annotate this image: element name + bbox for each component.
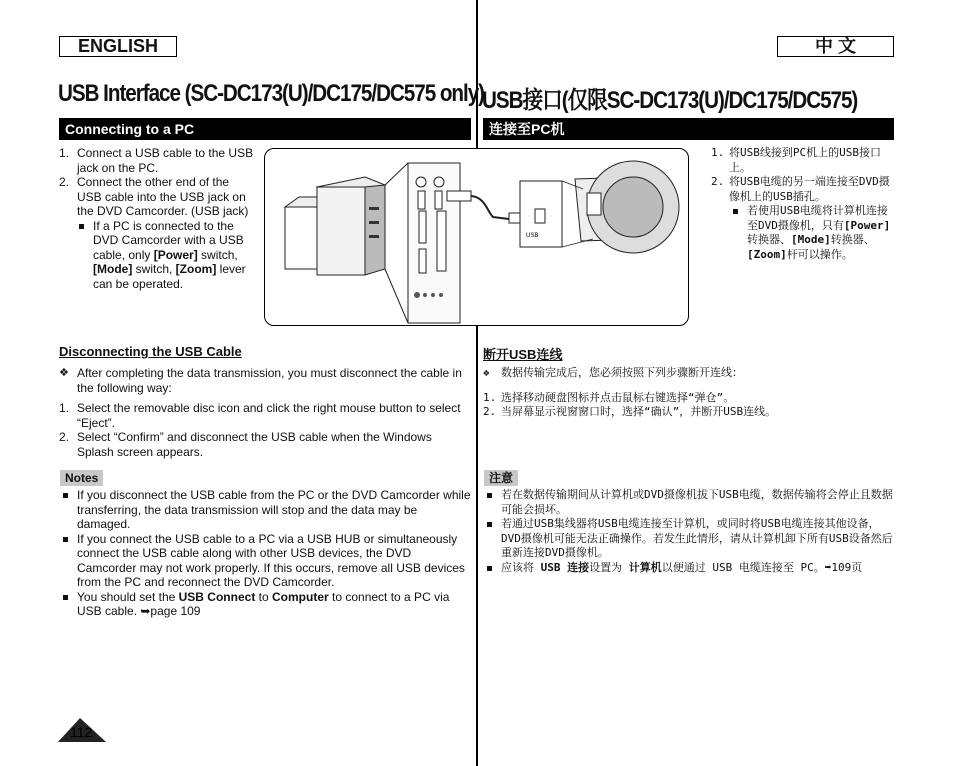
- step-text: 当屏幕显示视窗窗口时，选择“确认”，并断开USB连线。: [501, 405, 777, 418]
- center-divider: [476, 0, 478, 766]
- step-item: [711, 175, 895, 204]
- note-item: 若通过USB集线器将USB电缆连接至计算机，或同时将USB电缆连接其他设备，DVD摄像机可能无法正确操作。若发生此情形，请从计算机卸下所有USB设备然后重新连接DVD摄像机。: [483, 517, 895, 561]
- connect-steps-zh: [711, 146, 895, 262]
- connect-steps-en: [59, 146, 255, 291]
- diamond-icon: ❖: [483, 366, 490, 379]
- disconnect-intro: ❖ After completing the data transmission, you must disconnect the cable in the following way:: [59, 366, 462, 395]
- disconnect-heading-en: Disconnecting the USB Cable: [59, 344, 242, 359]
- step-item: [59, 401, 471, 430]
- step-text: 选择移动硬盘图标并点击鼠标右键选择“弹仓”。: [501, 390, 735, 404]
- disconnect-content-en: [59, 366, 471, 459]
- page-number-tab: [58, 716, 108, 747]
- step-text: 将USB线接到PC机上的USB接口上。: [729, 146, 881, 174]
- usb-connection-illustration: [264, 148, 689, 326]
- step-number: 1.: [483, 390, 497, 404]
- step-text: Select “Confirm” and disconnect the USB cable when the Windows Splash screen appears.: [77, 430, 432, 459]
- step-number: 2.: [711, 175, 725, 188]
- step-number: 2.: [483, 405, 497, 418]
- step-item: [59, 430, 471, 459]
- step-number: 2.: [59, 430, 70, 444]
- step-item: [711, 146, 895, 175]
- note-item: You should set the USB Connect to Computer to connect to a PC via USB cable. ➥page 109: [59, 590, 471, 619]
- notes-label-zh: 注意: [484, 470, 518, 486]
- step-item: [483, 405, 895, 420]
- step-number: 1.: [711, 146, 725, 159]
- note-item: 应该将 USB 连接设置为 计算机以便通过 USB 电缆连接至 PC。➥109页: [483, 561, 895, 576]
- notes-list-en: [59, 488, 471, 619]
- step-item: [59, 146, 255, 175]
- section-bar-zh: 连接至PC机: [483, 118, 894, 140]
- page-title-en: USB Interface (SC-DC173(U)/DC175/DC575 only): [58, 80, 485, 107]
- note-item: 若在数据传输期间从计算机或DVD摄像机拔下USB电缆，数据传输将会停止且数据可能会损坏。: [483, 488, 895, 517]
- section-bar-en: Connecting to a PC: [59, 118, 471, 140]
- bullet-item: 若使用USB电缆将计算机连接至DVD摄像机，只有[Power]转换器、[Mode]转换器、[Zoom]杆可以操作。: [729, 204, 895, 262]
- step-text: Connect a USB cable to the USB jack on the PC.: [77, 146, 254, 175]
- step-number: 1.: [59, 401, 70, 415]
- step-number: 1.: [59, 146, 70, 160]
- notes-list-zh: [483, 488, 895, 575]
- disconnect-content-zh: [483, 366, 895, 420]
- page-title-zh: USB接口(仅限SC-DC173(U)/DC175/DC575): [482, 87, 858, 114]
- step-text: Select the removable disc icon and click the right mouse button to select “Eject”.: [77, 401, 461, 430]
- notes-label-en: Notes: [60, 470, 103, 486]
- diamond-icon: ❖: [59, 367, 69, 379]
- chinese-label: 中 文: [777, 36, 894, 57]
- usb-label: USB: [526, 233, 539, 239]
- note-item: If you disconnect the USB cable from the PC or the DVD Camcorder while transferring, the data transmission will stop and the data may be damaged.: [59, 488, 471, 532]
- step-item: [483, 391, 895, 406]
- disconnect-heading-zh: 断开USB连线: [483, 347, 563, 362]
- step-item: [59, 175, 255, 219]
- bullet-item: If a PC is connected to the DVD Camcorder with a USB cable, only [Power] switch, [Mode] switch, [Zoom] lever can be operated.: [75, 219, 255, 292]
- page-number: 112: [70, 724, 93, 740]
- step-text: 将USB电缆的另一端连接至DVD摄像机上的USB插孔。: [729, 175, 890, 203]
- note-item: If you connect the USB cable to a PC via a USB HUB or simultaneously connect the USB cable along with other USB devices, the DVD Camcorder may not work properly. If this occurs, remove all USB devices from the PC and reconnect the DVD Camcorder.: [59, 532, 471, 590]
- english-label: ENGLISH: [59, 36, 177, 57]
- illustration-svg: [265, 149, 690, 327]
- disconnect-intro: ❖ 数据传输完成后，您必须按照下列步骤断开连线：: [483, 366, 743, 379]
- step-text: Connect the other end of the USB cable into the USB jack on the DVD Camcorder. (USB jack): [77, 175, 249, 218]
- step-number: 2.: [59, 175, 70, 189]
